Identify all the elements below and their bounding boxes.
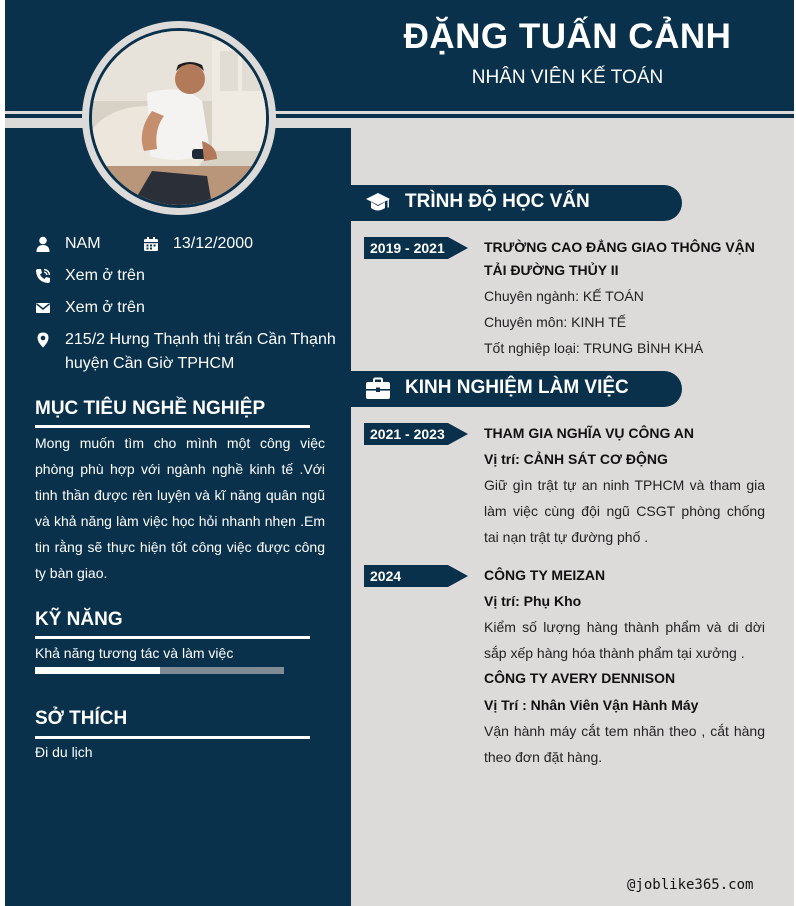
address-line2: huyện Cần Giờ TPHCM: [65, 355, 235, 372]
cv-page: [5, 0, 794, 906]
job1-description: Giữ gìn trật tự an ninh TPHCM và tham gia làm việc cùng đội ngũ CSGT phòng chống tai nạn trật tự đường phố .: [484, 477, 765, 545]
job1-period-tag: [364, 423, 468, 445]
hobbies-text: Đi du lịch: [35, 744, 93, 760]
watermark: @joblike365.com: [627, 877, 754, 893]
skill-bar-fill: [35, 667, 160, 674]
user-icon: [35, 236, 51, 252]
briefcase-icon: [365, 377, 391, 401]
job1-company: THAM GIA NGHĨA VỤ CÔNG AN: [484, 425, 694, 441]
envelope-icon: [35, 300, 51, 316]
education-specialty: Chuyên môn: KINH TẾ: [484, 314, 627, 330]
skill-bar: [35, 667, 284, 674]
education-period-tag: [364, 237, 468, 259]
job1-period: 2021 - 2023: [370, 426, 445, 442]
skills-heading: KỸ NĂNG: [35, 609, 123, 630]
graduation-cap-icon: [365, 191, 391, 215]
location-pin-icon: [35, 332, 51, 348]
education-grade: Tốt nghiệp loại: TRUNG BÌNH KHÁ: [484, 340, 704, 356]
job2-company: CÔNG TY MEIZAN: [484, 567, 606, 583]
gender-value: NAM: [65, 235, 101, 252]
education-period: 2019 - 2021: [370, 240, 445, 256]
birthdate-value: 13/12/2000: [173, 235, 254, 252]
hobbies-rule: [35, 736, 310, 739]
candidate-name: ĐẶNG TUẤN CẢNH: [403, 17, 732, 56]
skill-label: Khả năng tương tác và làm việc: [35, 645, 234, 661]
objective-rule: [35, 425, 310, 428]
email-value: Xem ở trên: [65, 299, 145, 316]
skills-rule: [35, 636, 310, 639]
avatar: [89, 28, 269, 208]
education-school: TRƯỜNG CAO ĐẲNG GIAO THÔNG VẬN TẢI ĐƯỜNG THỦY II: [484, 239, 755, 278]
job2-position: Vị trí: Phụ Kho: [484, 593, 582, 609]
experience-header: [351, 371, 682, 407]
job2-description: Kiểm số lượng hàng thành phẩm và di dời sắp xếp hàng hóa thành phẩm tại xưởng .: [484, 619, 765, 661]
experience-heading: KINH NGHIỆM LÀM VIỆC: [405, 377, 629, 398]
address-line1: 215/2 Hưng Thạnh thị trấn Cần Thạnh: [65, 331, 336, 348]
avatar-photo: [92, 31, 266, 205]
education-major: Chuyên ngành: KẾ TOÁN: [484, 288, 644, 304]
job3-position: Vị Trí : Nhân Viên Vận Hành Máy: [484, 697, 699, 713]
calendar-icon: [143, 236, 159, 252]
job3-description: Vận hành máy cắt tem nhãn theo , cắt hàng theo đơn đặt hàng.: [484, 723, 765, 765]
job2-period: 2024: [370, 568, 402, 584]
job1-position: Vị trí: CẢNH SÁT CƠ ĐỘNG: [484, 451, 668, 467]
phone-value: Xem ở trên: [65, 267, 145, 284]
education-heading: TRÌNH ĐỘ HỌC VẤN: [405, 191, 590, 212]
education-header: [351, 185, 682, 221]
objective-heading: MỤC TIÊU NGHỀ NGHIỆP: [35, 398, 266, 419]
objective-text: Mong muốn tìm cho mình một công việc phòng phù hợp với ngành nghề kinh tế .Với tinh thần được rèn luyện và kĩ năng quân ngũ và khả năng làm việc học hỏi nhanh nhẹn .Em tin rằng sẽ thực hiện tốt công việc được công ty bàn giao.: [35, 435, 325, 581]
job3-company: CÔNG TY AVERY DENNISON: [484, 670, 676, 686]
hobbies-heading: SỞ THÍCH: [35, 708, 128, 729]
phone-icon: [35, 268, 51, 284]
job-title: NHÂN VIÊN KẾ TOÁN: [471, 67, 664, 88]
job2-period-tag: [364, 565, 468, 587]
